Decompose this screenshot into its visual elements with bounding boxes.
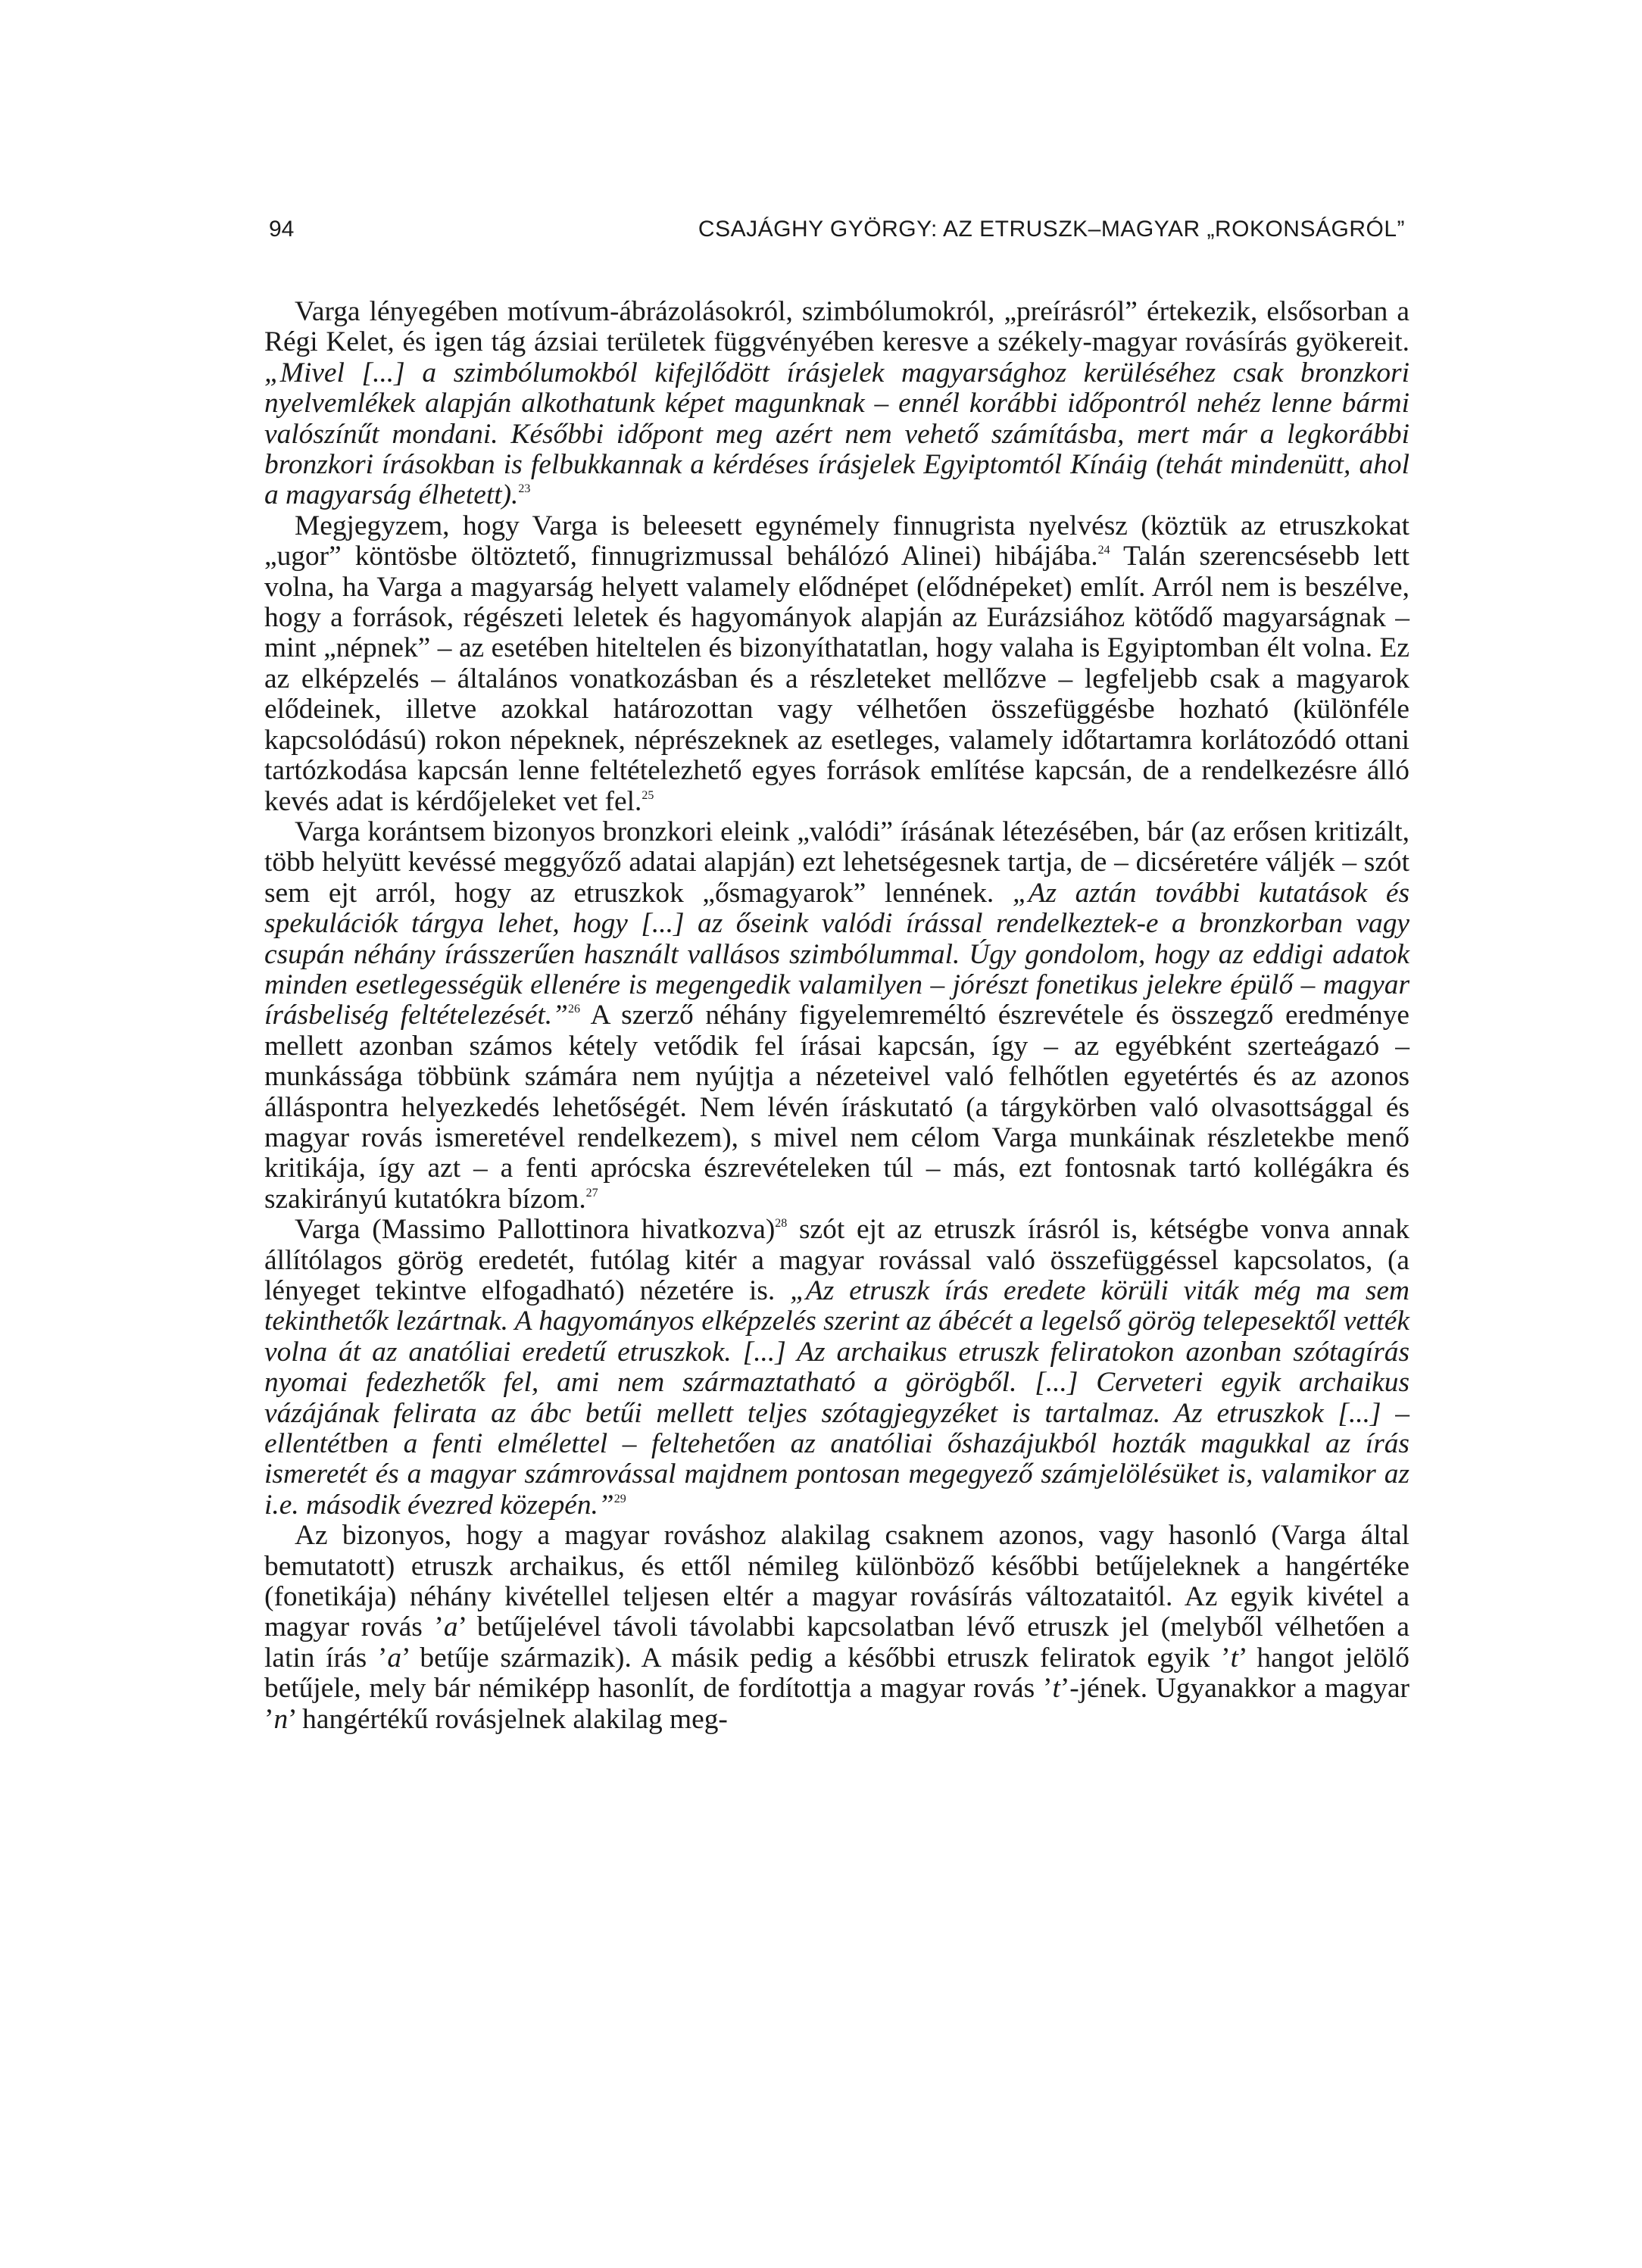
paragraph-5-text-c: ’ betűje származik). A másik pedig a későbbi etruszk feliratok egyik ’ (401, 1642, 1231, 1674)
letter-t-1: t (1230, 1642, 1238, 1674)
paragraph-1-quote: „Mivel [...] a szimbólumokból kifejlődött írásjelek magyarsághoz kerüléséhez csak bronzkori nyelvemlékek alapján alkothatunk képet magunknak – ennél korábbi időpontról nehéz lenne bármi valószínűt mondani. Későbbi időpont meg azért nem vehető számításba, mert már a legkorábbi bronzkori írásokban is felbukkannak a kérdéses írásjelek Egyiptomtól Kínáig (tehát mindenütt, ahol a magyarság élhetett). (264, 357, 1409, 511)
body-text (264, 297, 1409, 1735)
paragraph-5 (264, 1521, 1409, 1735)
paragraph-5-text-a: Az bizonyos, hogy a magyar rováshoz alakilag csaknem azonos, vagy hasonló (Varga által bemutatott) etruszk archaikus, és ettől némileg különböző későbbi betűjeleknek a hangértéke (fonetikája) néhány kivétellel teljesen eltér a magyar rovásírás változataitól. Az egyik kivétel a magyar rovás ’ (264, 1520, 1409, 1643)
footnote-ref-27: 27 (585, 1186, 598, 1200)
paragraph-3-text-b: A szerző néhány figyelemreméltó észrevétele és összegző eredménye mellett azonban számos kétely vetődik fel írásai kapcsán, így – az egyébként szerteágazó – munkássága többünk számára nem nyújtja a nézeteivel való felhőtlen egyetértés és az azonos álláspontra helyezkedés lehetőségét. Nem lévén íráskutató (a tárgykörben való olvasottsággal és magyar rovás ismeretével rendelkezem), s mivel nem célom Varga munkáinak részletekbe menő kritikája, így azt – a fenti aprócska észrevételeken túl – más, ezt fontosnak tartó kollégákra és szakirányú kutatókra bízom. (264, 1000, 1409, 1215)
paragraph-4 (264, 1215, 1409, 1521)
paragraph-4-quote: „Az etruszk írás eredete körüli viták még ma sem tekinthetők lezártnak. A hagyományos elképzelés szerint az ábécét a legelső görög telepesektől vették volna át az anatóliai eredetű etruszkok. [...] Az archaikus etruszk feliratokon azonban szótagírás nyomai fedezhetők fel, ami nem származtatható a görögből. [...] Cerveteri egyik archaikus vázájának felirata az ábc betűi mellett teljes szótagjegyzéket is tartalmaz. Az etruszkok [...] – ellentétben a fenti elmélettel – feltehetően az anatóliai őshazájukból hozták magukkal az írás ismeretét és a magyar számrovással majdnem pontosan megegyező számjelölésüket is, valamikor az i.e. második évezred közepén.” (264, 1275, 1410, 1521)
paragraph-3-text-a: Varga korántsem bizonyos bronzkori eleink „valódi” írásának létezésében, bár (az erősen kritizált, több helyütt kevéssé meggyőző adatai alapján) ezt lehetségesnek tartja, de – dicséretére váljék – szót sem ejt arról, hogy az etruszkok „ősmagyarok” lennének. (264, 816, 1409, 909)
footnote-ref-28: 28 (775, 1217, 788, 1231)
footnote-ref-29: 29 (613, 1492, 626, 1505)
page-number: 94 (269, 217, 295, 242)
paragraph-1 (264, 297, 1409, 511)
page-header (269, 214, 1405, 245)
letter-n: n (273, 1703, 289, 1735)
paragraph-5-text-b: ’ betűjelével távoli távolabbi kapcsolatban lévő etruszk jel (melyből vélhetően a latin írás ’ (264, 1611, 1409, 1674)
footnote-ref-23: 23 (518, 482, 531, 496)
paragraph-5-text-f: ’ hangértékű rovásjelnek alakilag meg- (288, 1703, 728, 1735)
running-title: CSAJÁGHY GYÖRGY: AZ ETRUSZK–MAGYAR „ROKONSÁGRÓL” (698, 217, 1405, 242)
paragraph-5-text-d: ’ hangot jelölő betűjele, mely bár némiképp hasonlít, de fordítottja a magyar rovás ’ (264, 1642, 1410, 1705)
paragraph-4-text-b: szót ejt az etruszk írásról is, kétségbe vonva annak állítólagos görög eredetét, futólag kitér a magyar rovással való összefüggéssel kapcsolatos, (a lényeget tekintve elfogadható) nézetére is. (264, 1214, 1409, 1306)
paragraph-3 (264, 817, 1409, 1215)
paragraph-1-text: Varga lényegében motívum-ábrázolásokról, szimbólumokról, „preírásról” értekezik, elsősorban a Régi Kelet, és igen tág ázsiai területek függvényében keresve a székely-magyar rovásírás gyökereit. (264, 296, 1409, 358)
paragraph-2-text-a: Megjegyzem, hogy Varga is beleesett egynémely finnugrista nyelvész (köztük az etruszkokat „ugor” köntösbe öltöztető, finnugrizmussal behálózó Alinei) hibájába. (264, 510, 1409, 572)
paragraph-2-text-b: Talán szerencsésebb lett volna, ha Varga a magyarság helyett valamely elődnépet (elődnépeket) említ. Arról nem is beszélve, hogy a források, régészeti leletek és hagyományok alapján az Eurázsiához kötődő magyarságnak – mint „népnek” – az esetében hiteltelen és bizonyíthatatlan, hogy valaha is Egyiptomban élt volna. Ez az elképzelés – általános vonatkozásban és a részleteket mellőzve – legfeljebb csak a magyarok elődeinek, illetve azokkal határozottan vagy vélhetően összefüggésbe hozható (különféle kapcsolódású) rokon népeknek, néprészeknek az esetleges, valamely időtartamra korlátozódó ottani tartózkodása kapcsán lenne feltételezhető egyes források említése kapcsán, de a rendelkezésre álló kevés adat is kérdőjeleket vet fel. (264, 541, 1409, 817)
paragraph-5-text-e: ’-jének. Ugyanakkor a magyar ’ (264, 1673, 1409, 1735)
footnote-ref-25: 25 (642, 788, 654, 802)
letter-a-1: a (443, 1611, 458, 1643)
paragraph-2 (264, 511, 1409, 817)
paragraph-3-quote: „Az aztán további kutatások és spekulációk tárgya lehet, hogy [...] az őseink valódi írással rendelkeztek-e a bronzkorban vagy csupán néhány írásszerűen használt vallásos szimbólummal. Úgy gondolom, hogy az eddigi adatok minden esetlegességük ellenére is megengedik valamilyen – jórészt fonetikus jelekre épülő – magyar írásbeliség feltételezését.” (264, 877, 1409, 1031)
letter-t-2: t (1052, 1673, 1060, 1705)
letter-a-2: a (387, 1642, 402, 1674)
footnote-ref-26: 26 (567, 1003, 580, 1016)
footnote-ref-24: 24 (1097, 544, 1110, 557)
paragraph-4-text-a: Varga (Massimo Pallottinora hivatkozva) (295, 1214, 776, 1246)
